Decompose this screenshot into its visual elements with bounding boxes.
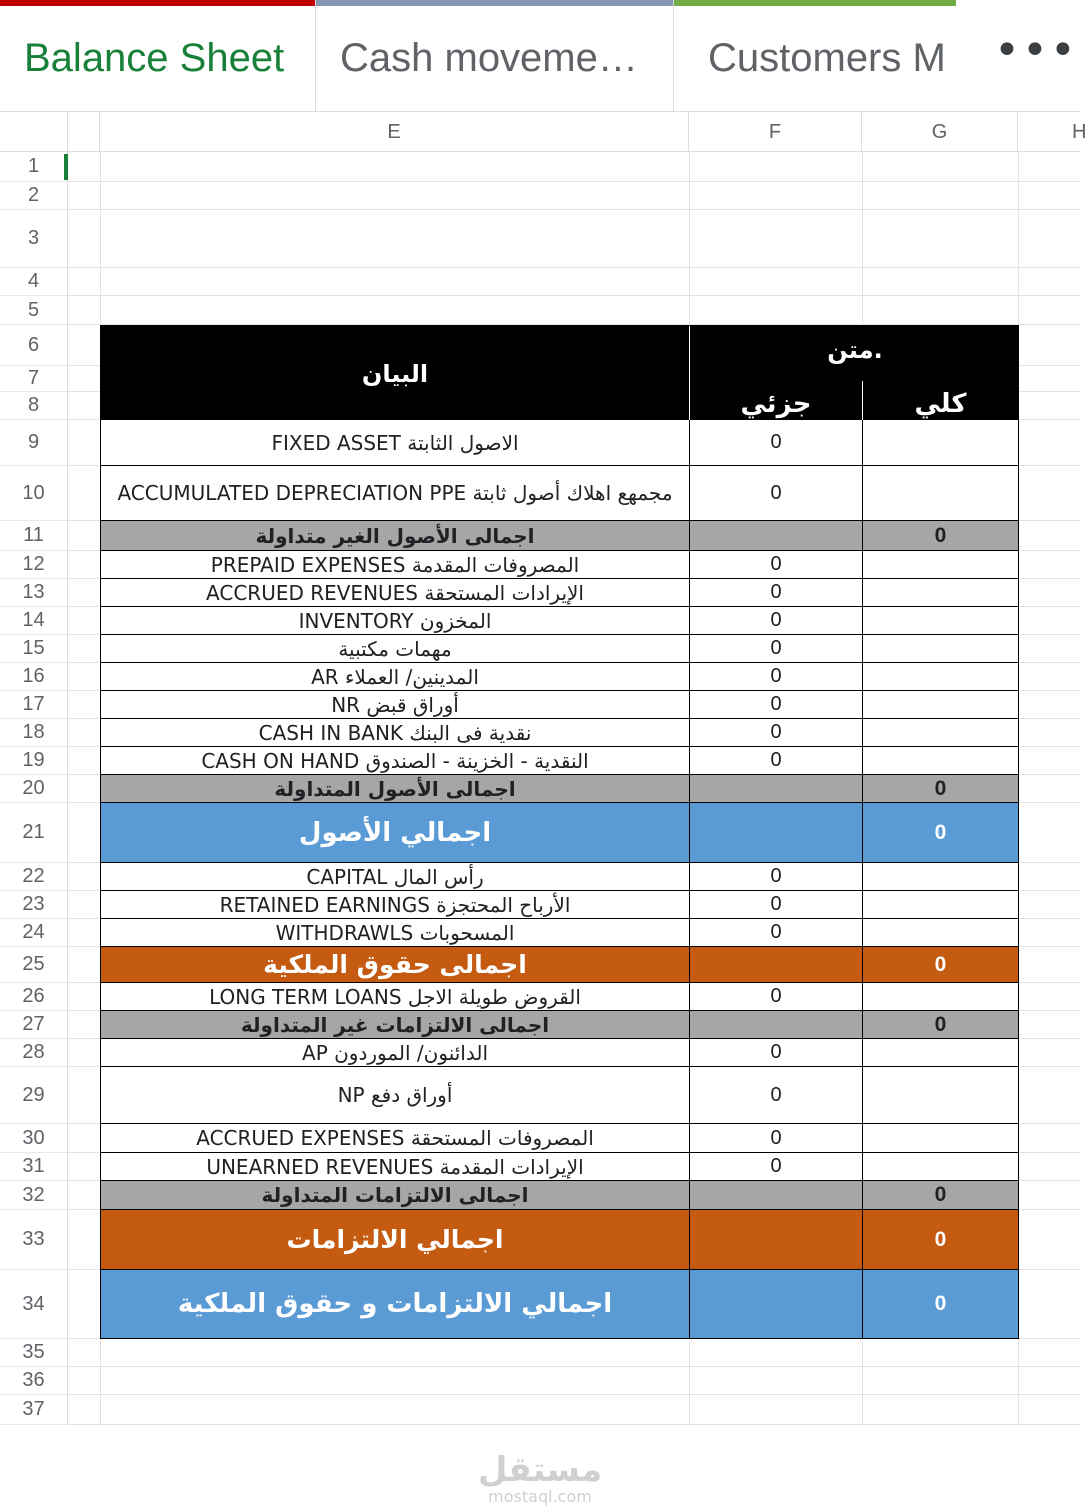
partial-amount-cell[interactable]: 0 (690, 663, 863, 690)
table-row (100, 1153, 1019, 1181)
partial-amount-cell[interactable] (690, 1270, 863, 1338)
grid-row (68, 210, 1080, 268)
partial-amount-cell[interactable] (690, 1181, 863, 1209)
column-header[interactable]: H (1018, 112, 1080, 152)
table-header (100, 325, 1019, 420)
row-header[interactable]: 21 (0, 803, 68, 863)
partial-amount-cell[interactable]: 0 (690, 919, 863, 946)
partial-amount-cell[interactable]: 0 (690, 420, 863, 465)
total-amount-cell[interactable]: 0 (934, 1012, 947, 1036)
row-header[interactable]: 19 (0, 747, 68, 775)
row-header[interactable]: 14 (0, 607, 68, 635)
table-row (100, 1181, 1019, 1210)
total-amount-cell[interactable] (863, 983, 1018, 1010)
row-label[interactable]: أوراق قبض NR (101, 691, 690, 718)
header-total[interactable] (863, 381, 1018, 421)
row-label[interactable]: المدينين/ العملاء AR (101, 663, 690, 690)
row-header[interactable]: 27 (0, 1011, 68, 1039)
row-header[interactable]: 15 (0, 635, 68, 663)
partial-amount-cell[interactable]: 0 (690, 747, 863, 774)
row-header[interactable]: 20 (0, 775, 68, 803)
partial-amount-cell[interactable]: 0 (690, 719, 863, 746)
header-statement-label: البيان (361, 359, 429, 388)
partial-amount-cell[interactable]: 0 (690, 635, 863, 662)
row-header[interactable]: 32 (0, 1181, 68, 1210)
header-statement[interactable] (101, 326, 690, 421)
table-row (100, 521, 1019, 551)
column-header[interactable]: F (689, 112, 862, 152)
partial-amount-cell[interactable]: 0 (690, 691, 863, 718)
partial-amount-cell[interactable] (690, 521, 863, 550)
total-amount-cell[interactable] (863, 691, 1018, 718)
row-label[interactable]: الدائنون/ الموردون AP (101, 1039, 690, 1066)
row-label[interactable]: نقدية فى البنك CASH IN BANK (101, 719, 690, 746)
header-total-label: كلي (914, 389, 967, 419)
row-label[interactable]: القروض طويلة الاجل LONG TERM LOANS (101, 983, 690, 1010)
row-header[interactable]: 2 (0, 182, 68, 210)
row-header[interactable]: 29 (0, 1067, 68, 1124)
total-amount-cell[interactable] (863, 863, 1018, 890)
select-all-corner[interactable] (0, 112, 68, 152)
row-header[interactable]: 16 (0, 663, 68, 691)
tab-color-stripe (316, 0, 673, 6)
table-row (100, 1011, 1019, 1039)
table-row (100, 747, 1019, 775)
tab-label: Customers M (708, 36, 946, 80)
total-amount-cell[interactable]: 0 (934, 1292, 947, 1315)
partial-amount-cell[interactable]: 0 (690, 466, 863, 520)
header-amount-label: متن. (827, 336, 883, 364)
table-row (100, 919, 1019, 947)
row-label[interactable]: المسحوبات WITHDRAWLS (101, 919, 690, 946)
partial-amount-cell[interactable]: 0 (690, 1153, 863, 1180)
row-header[interactable]: 11 (0, 521, 68, 551)
total-amount-cell[interactable] (863, 891, 1018, 918)
total-amount-cell[interactable] (863, 420, 1018, 465)
row-header[interactable]: 23 (0, 891, 68, 919)
row-header[interactable]: 6 (0, 325, 68, 366)
row-header[interactable]: 13 (0, 579, 68, 607)
table-row (100, 775, 1019, 803)
total-amount-cell[interactable] (863, 1039, 1018, 1066)
header-partial-label: جزئي (740, 389, 812, 419)
total-amount-cell[interactable]: 0 (934, 1183, 947, 1206)
tab-balance-sheet[interactable] (0, 0, 316, 111)
partial-amount-cell[interactable] (690, 803, 863, 862)
row-label[interactable]: اجمالى الالتزامات غير المتداولة (101, 1011, 690, 1038)
partial-amount-cell[interactable]: 0 (690, 1039, 863, 1066)
spreadsheet-grid[interactable] (0, 112, 1086, 1506)
row-header[interactable]: 33 (0, 1210, 68, 1270)
row-label[interactable]: الأرباح المحتجزة RETAINED EARNINGS (101, 891, 690, 918)
row-header[interactable]: 5 (0, 296, 68, 325)
row-header[interactable]: 18 (0, 719, 68, 747)
grid-row (68, 1395, 1080, 1425)
tab-label: Balance Sheet (24, 36, 285, 80)
total-amount-cell[interactable]: 0 (934, 952, 947, 976)
table-row (100, 1270, 1019, 1339)
table-row (100, 891, 1019, 919)
active-cell-indicator (64, 154, 68, 180)
total-amount-cell[interactable] (863, 635, 1018, 662)
grid-row (68, 1367, 1080, 1395)
row-header[interactable]: 12 (0, 551, 68, 579)
row-header[interactable]: 24 (0, 919, 68, 947)
partial-amount-cell[interactable] (690, 1011, 863, 1038)
row-header[interactable]: 4 (0, 268, 68, 296)
table-row (100, 983, 1019, 1011)
total-amount-cell[interactable] (863, 579, 1018, 606)
row-label[interactable]: اجمالى الالتزامات المتداولة (101, 1181, 690, 1209)
table-row (100, 420, 1019, 466)
row-label[interactable]: المصروفات المستحقة ACCRUED EXPENSES (101, 1124, 690, 1152)
total-amount-cell[interactable] (863, 1124, 1018, 1152)
total-amount-cell[interactable] (863, 607, 1018, 634)
total-amount-cell[interactable]: 0 (934, 776, 947, 800)
total-amount-cell[interactable] (863, 1067, 1018, 1123)
row-header[interactable]: 30 (0, 1124, 68, 1153)
grid-row (68, 182, 1080, 210)
partial-amount-cell[interactable]: 0 (690, 607, 863, 634)
row-label[interactable]: اجمالى الأصول الغير متداولة (101, 521, 690, 550)
partial-amount-cell[interactable]: 0 (690, 1067, 863, 1123)
row-label[interactable]: المصروفات المقدمة PREPAID EXPENSES (101, 551, 690, 578)
total-amount-cell[interactable] (863, 466, 1018, 520)
table-row (100, 691, 1019, 719)
row-label[interactable]: مجمهع اهلاك أصول ثابتة ACCUMULATED DEPRECIATION PPE (101, 466, 690, 520)
row-label[interactable]: الاصول الثابتة FIXED ASSET (101, 420, 690, 465)
watermark-logo (470, 1452, 610, 1506)
table-row (100, 803, 1019, 863)
header-partial[interactable] (690, 381, 863, 421)
partial-amount-cell[interactable]: 0 (690, 1124, 863, 1152)
row-header[interactable]: 35 (0, 1339, 68, 1367)
row-header[interactable]: 34 (0, 1270, 68, 1339)
table-row (100, 1210, 1019, 1270)
grid-row (68, 296, 1080, 325)
table-row (100, 466, 1019, 521)
row-label[interactable]: المخزون INVENTORY (101, 607, 690, 634)
row-label[interactable]: النقدية - الخزينة - الصندوق CASH ON HAND (101, 747, 690, 774)
total-amount-cell[interactable]: 0 (934, 1227, 947, 1251)
row-header[interactable]: 17 (0, 691, 68, 719)
sheet-tab-bar (0, 0, 1080, 112)
row-header[interactable]: 37 (0, 1395, 68, 1425)
table-row (100, 635, 1019, 663)
row-header[interactable]: 1 (0, 152, 68, 182)
tab-label: Cash moveme… (340, 36, 638, 80)
table-row (100, 863, 1019, 891)
tab-color-stripe (0, 0, 315, 6)
row-label[interactable]: مهمات مكتبية (101, 635, 690, 662)
table-row (100, 947, 1019, 983)
row-label[interactable]: الإيرادات المستحقة ACCRUED REVENUES (101, 579, 690, 606)
total-amount-cell[interactable] (863, 551, 1018, 578)
row-label[interactable]: اجمالى الأصول المتداولة (101, 775, 690, 802)
total-amount-cell[interactable] (863, 1153, 1018, 1180)
row-header[interactable]: 10 (0, 466, 68, 521)
row-header[interactable]: 31 (0, 1153, 68, 1181)
row-header[interactable]: 9 (0, 420, 68, 466)
watermark-latin: mostaql.com (488, 1487, 592, 1506)
total-amount-cell[interactable]: 0 (934, 523, 947, 547)
partial-amount-cell[interactable] (690, 947, 863, 982)
row-header[interactable]: 8 (0, 392, 68, 420)
grid-row (68, 152, 1080, 182)
table-row (100, 579, 1019, 607)
table-row (100, 1067, 1019, 1124)
row-header[interactable]: 36 (0, 1367, 68, 1395)
partial-amount-cell[interactable]: 0 (690, 551, 863, 578)
row-header[interactable]: 3 (0, 210, 68, 268)
partial-amount-cell[interactable] (690, 775, 863, 802)
table-row (100, 607, 1019, 635)
column-header[interactable]: E (100, 112, 689, 152)
more-icon: ••• (994, 25, 1078, 76)
row-label[interactable]: أوراق دفع NP (101, 1067, 690, 1123)
tab-customers[interactable] (674, 0, 958, 111)
tab-cash-movement[interactable] (316, 0, 674, 111)
total-amount-cell[interactable] (863, 719, 1018, 746)
partial-amount-cell[interactable]: 0 (690, 983, 863, 1010)
total-amount-cell[interactable] (863, 747, 1018, 774)
table-row (100, 1124, 1019, 1153)
partial-amount-cell[interactable] (690, 1210, 863, 1269)
partial-amount-cell[interactable]: 0 (690, 579, 863, 606)
partial-amount-cell[interactable]: 0 (690, 863, 863, 890)
table-row (100, 663, 1019, 691)
row-header[interactable]: 25 (0, 947, 68, 983)
more-tabs-button[interactable] (958, 0, 1080, 111)
row-label[interactable]: اجمالي الالتزامات (101, 1210, 690, 1269)
column-header[interactable] (68, 112, 100, 152)
watermark-arabic: مستقل (477, 1450, 603, 1490)
row-label[interactable]: اجمالي الأصول (101, 803, 690, 862)
total-amount-cell[interactable] (863, 919, 1018, 946)
partial-amount-cell[interactable]: 0 (690, 891, 863, 918)
table-row (100, 1039, 1019, 1067)
grid-row (68, 268, 1080, 296)
grid-row (68, 1339, 1080, 1367)
header-amount[interactable] (690, 330, 1020, 370)
tab-color-stripe (674, 0, 956, 6)
total-amount-cell[interactable] (863, 663, 1018, 690)
row-header[interactable]: 28 (0, 1039, 68, 1067)
row-label[interactable]: اجمالي الالتزامات و حقوق الملكية (101, 1270, 690, 1338)
column-header[interactable]: G (862, 112, 1018, 152)
table-row (100, 719, 1019, 747)
row-label[interactable]: رأس المال CAPITAL (101, 863, 690, 890)
row-label[interactable]: الإيرادات المقدمة UNEARNED REVENUES (101, 1153, 690, 1180)
total-amount-cell[interactable]: 0 (934, 820, 947, 844)
row-header[interactable]: 26 (0, 983, 68, 1011)
table-row (100, 551, 1019, 579)
row-header[interactable]: 22 (0, 863, 68, 891)
row-label[interactable]: اجمالى حقوق الملكية (101, 947, 690, 982)
row-header[interactable]: 7 (0, 366, 68, 392)
